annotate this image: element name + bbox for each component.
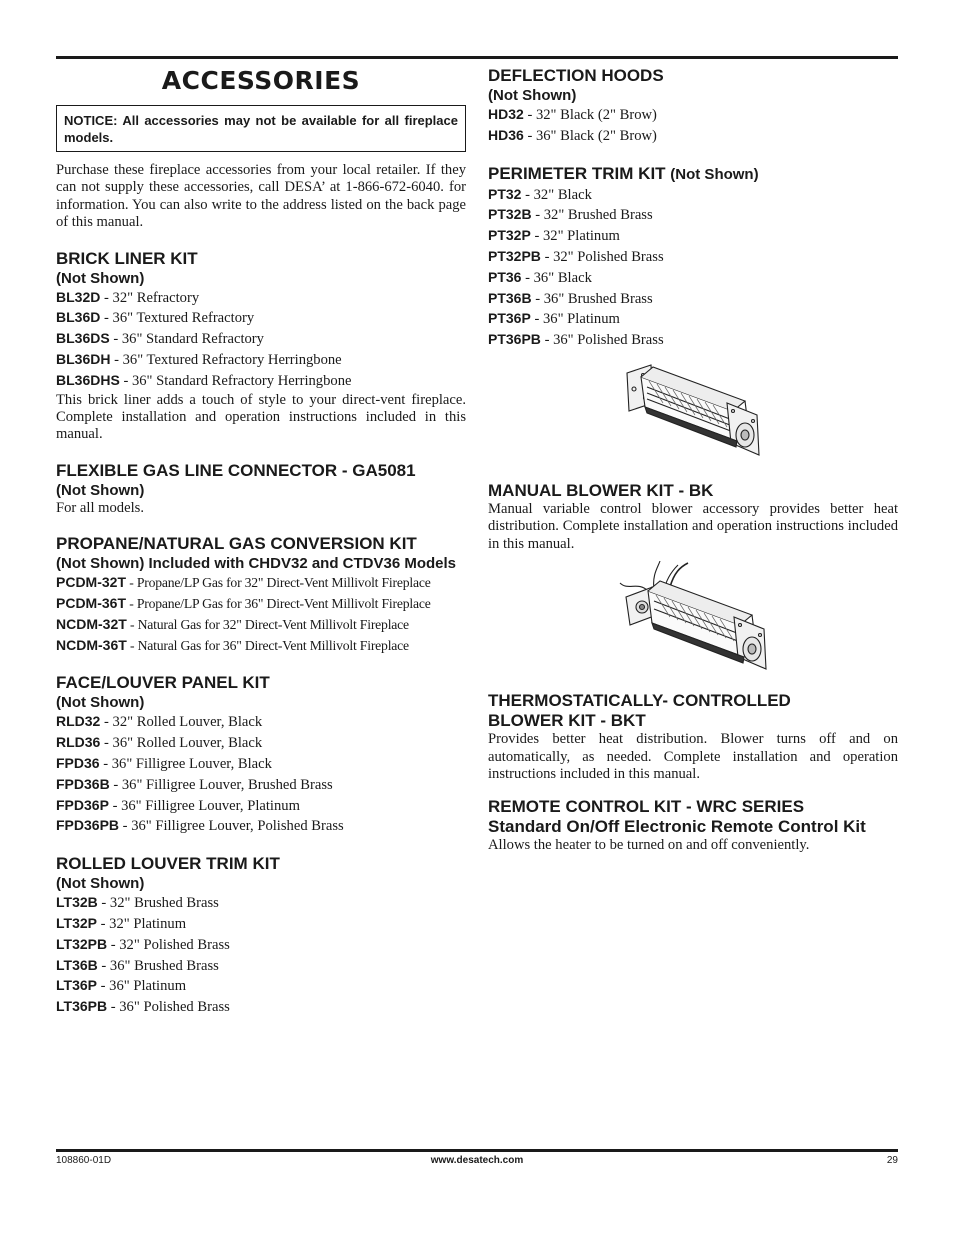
perimeter-section: [488, 164, 898, 351]
brick-liner-subheading: (Not Shown): [56, 269, 145, 287]
deflection-section: [488, 66, 898, 147]
list-item: LT32PB - 32" Polished Brass: [56, 935, 230, 953]
rolled-trim-subheading: (Not Shown): [56, 875, 145, 893]
perimeter-heading: PERIMETER TRIM KIT (Not Shown): [488, 163, 759, 183]
list-item: PCDM-32T - Propane/LP Gas for 32" Direct-Vent Millivolt Fireplace: [56, 574, 431, 591]
list-item: LT32B - 32" Brushed Brass: [56, 894, 219, 912]
list-item: LT36PB - 36" Polished Brass: [56, 998, 230, 1016]
list-item: FPD36 - 36" Filligree Louver, Black: [56, 755, 272, 773]
brick-liner-text: This brick liner adds a touch of style to your direct-vent fireplace. Complete installation and operation instructions included in this manual.: [56, 391, 466, 443]
page-title: ACCESSORIES: [161, 66, 361, 95]
website-link[interactable]: www.desatech.com: [430, 1155, 524, 1166]
list-item: BL32D - 32" Refractory: [56, 288, 200, 306]
thermostatic-blower-illustration: [618, 561, 768, 679]
face-louver-subheading: (Not Shown): [56, 694, 145, 712]
thermo-blower-heading: THERMOSTATICALLY- CONTROLLED BLOWER KIT - BKT: [488, 691, 791, 731]
conversion-heading: PROPANE/NATURAL GAS CONVERSION KIT: [56, 534, 417, 554]
remote-section: [488, 797, 898, 854]
list-item: HD36 - 36" Black (2" Brow): [488, 126, 657, 144]
list-item: PCDM-36T - Propane/LP Gas for 36" Direct-Vent Millivolt Fireplace: [56, 595, 431, 612]
list-item: FPD36PB - 36" Filligree Louver, Polished Brass: [56, 817, 344, 835]
list-item: PT36 - 36" Black: [488, 268, 592, 286]
conversion-section: [56, 534, 466, 656]
list-item: HD32 - 32" Black (2" Brow): [488, 106, 657, 123]
list-item: NCDM-32T - Natural Gas for 32" Direct-Vent Millivolt Fireplace: [56, 615, 409, 632]
thermo-blower-text: Provides better heat distribution. Blower turns off and on automatically, as needed. Complete installation and operation instructions included in this manual.: [488, 731, 898, 782]
gas-line-subheading: (Not Shown): [56, 481, 145, 499]
list-item: PT36PB - 36" Polished Brass: [488, 331, 664, 349]
list-item: FPD36P - 36" Filligree Louver, Platinum: [56, 796, 300, 814]
list-item: PT32P - 32" Platinum: [488, 227, 620, 245]
list-item: NCDM-36T - Natural Gas for 36" Direct-Vent Millivolt Fireplace: [56, 636, 409, 653]
notice-box: NOTICE: All accessories may not be available for all fireplace models.: [56, 105, 466, 152]
gas-line-heading: FLEXIBLE GAS LINE CONNECTOR - GA5081: [56, 460, 416, 480]
rolled-trim-heading: ROLLED LOUVER TRIM KIT: [56, 854, 280, 874]
right-column: [488, 62, 898, 855]
list-item: PT32PB - 32" Polished Brass: [488, 247, 664, 265]
face-louver-heading: FACE/LOUVER PANEL KIT: [56, 673, 270, 693]
list-item: RLD36 - 36" Rolled Louver, Black: [56, 734, 263, 752]
manual-blower-section: [488, 481, 898, 553]
deflection-subheading: (Not Shown): [488, 87, 577, 104]
conversion-subheading: (Not Shown) Included with CHDV32 and CTDV36 Models: [56, 555, 457, 573]
list-item: LT36P - 36" Platinum: [56, 977, 187, 995]
part-number: 108860-01D: [56, 1155, 112, 1166]
list-item: LT32P - 32" Platinum: [56, 915, 187, 932]
remote-heading: REMOTE CONTROL KIT - WRC SERIES: [488, 797, 805, 817]
left-column: [56, 62, 466, 1018]
remote-subheading: Standard On/Off Electronic Remote Control Kit: [488, 817, 866, 837]
bottom-rule: [56, 1149, 898, 1152]
rolled-trim-section: [56, 854, 466, 1018]
list-item: BL36D - 36" Textured Refractory: [56, 309, 255, 327]
list-item: PT36P - 36" Platinum: [488, 310, 620, 328]
remote-text: Allows the heater to be turned on and off conveniently.: [488, 837, 810, 854]
list-item: PT32 - 32" Black: [488, 185, 592, 203]
page-number: 29: [886, 1155, 898, 1166]
list-item: BL36DH - 36" Textured Refractory Herringbone: [56, 351, 342, 369]
manual-blower-illustration: [623, 363, 763, 467]
list-item: PT36B - 36" Brushed Brass: [488, 289, 653, 307]
list-item: RLD32 - 32" Rolled Louver, Black: [56, 713, 263, 731]
manual-blower-text: Manual variable control blower accessory provides better heat distribution. Complete installation and operation instructions included in this manual.: [488, 500, 898, 552]
brick-liner-section: [56, 249, 466, 444]
gas-line-section: [56, 461, 466, 517]
thermo-blower-section: [488, 691, 898, 783]
gas-line-text: For all models.: [56, 499, 144, 516]
face-louver-section: [56, 673, 466, 837]
manual-blower-heading: MANUAL BLOWER KIT - BK: [488, 480, 714, 500]
list-item: FPD36B - 36" Filligree Louver, Brushed Brass: [56, 775, 333, 793]
brick-liner-heading: BRICK LINER KIT: [56, 248, 198, 268]
deflection-heading: DEFLECTION HOODS: [488, 66, 664, 85]
list-item: PT32B - 32" Brushed Brass: [488, 206, 653, 224]
list-item: LT36B - 36" Brushed Brass: [56, 956, 219, 974]
list-item: BL36DHS - 36" Standard Refractory Herringbone: [56, 371, 352, 389]
intro-paragraph: Purchase these fireplace accessories from your local retailer. If they can not supply these accessories, call DESA’ at 1-866-672-6040. for information. You can also write to the address listed on the back page of this manual.: [56, 162, 466, 231]
top-rule: [56, 56, 898, 59]
list-item: BL36DS - 36" Standard Refractory: [56, 330, 264, 348]
